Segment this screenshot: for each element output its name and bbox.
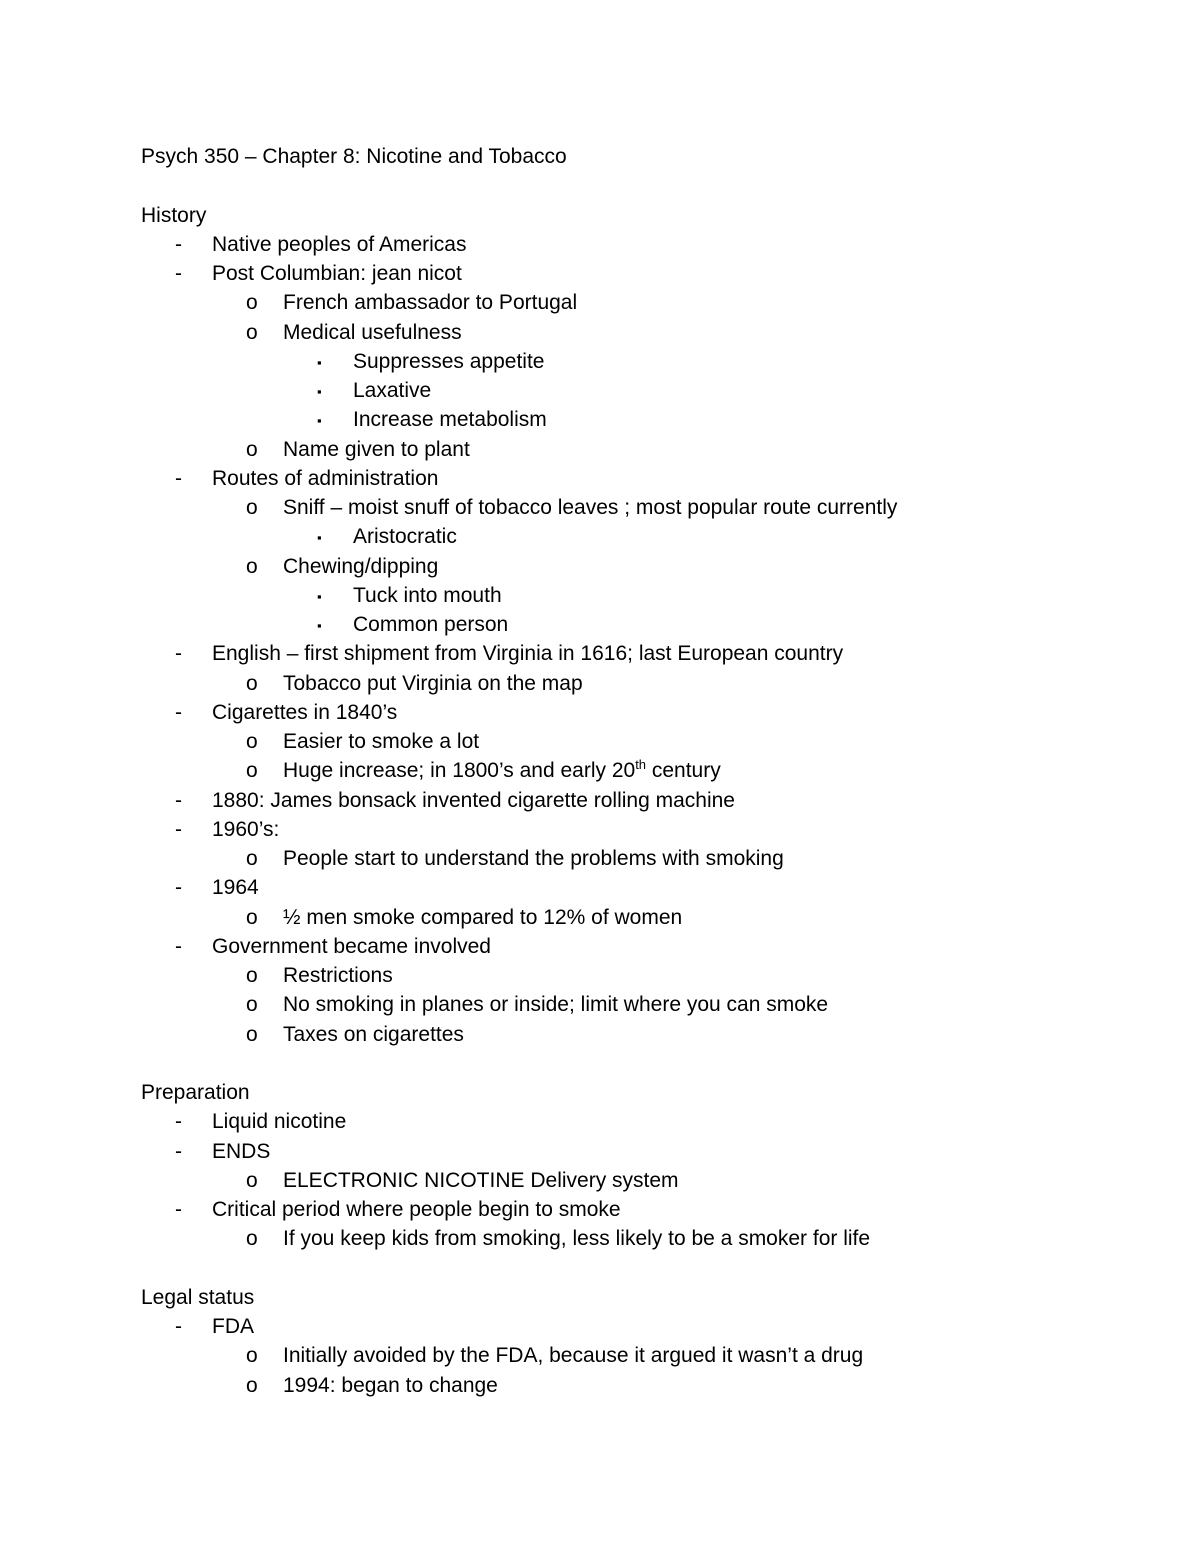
circle-bullet-icon: o bbox=[246, 496, 258, 519]
text-segment: Sniff – moist snuff of tobacco leaves ; most popular route currently bbox=[283, 496, 898, 519]
list-item-text bbox=[212, 464, 438, 493]
text-segment: Restrictions bbox=[283, 964, 393, 987]
list-item-text bbox=[212, 259, 462, 288]
circle-bullet-icon: o bbox=[246, 1227, 258, 1251]
list-item-text bbox=[212, 1195, 621, 1224]
square-bullet-icon: ▪ bbox=[317, 530, 322, 546]
text-segment: Chewing/dipping bbox=[283, 554, 439, 578]
circle-bullet-icon: o bbox=[246, 320, 258, 344]
list-item-text bbox=[353, 522, 457, 551]
text-segment: Preparation bbox=[141, 1081, 250, 1104]
text-segment: French ambassador to Portugal bbox=[283, 291, 578, 315]
list-item-text bbox=[283, 1371, 498, 1400]
list-item-text bbox=[283, 844, 784, 873]
list-item-text bbox=[283, 288, 577, 317]
list-item-text bbox=[212, 786, 735, 815]
circle-bullet-icon: o bbox=[246, 1373, 258, 1397]
text-segment: Medical usefulness bbox=[283, 320, 462, 344]
list-item-text bbox=[283, 1166, 679, 1195]
list-item-text bbox=[283, 903, 682, 932]
text-segment: Government became involved bbox=[212, 934, 491, 958]
text-segment: Psych 350 – Chapter 8: Nicotine and Tobacco bbox=[141, 145, 567, 168]
square-bullet-icon: ▪ bbox=[317, 384, 322, 399]
dash-bullet-icon: - bbox=[175, 262, 182, 285]
list-item-text bbox=[283, 727, 479, 756]
dash-bullet-icon: - bbox=[175, 1139, 182, 1163]
circle-bullet-icon: o bbox=[246, 847, 258, 870]
heading-text bbox=[141, 142, 567, 171]
heading-text bbox=[141, 1283, 254, 1312]
list-item-text bbox=[283, 961, 393, 990]
text-segment: Cigarettes in 1840’s bbox=[212, 700, 398, 724]
text-segment: FDA bbox=[212, 1315, 254, 1338]
circle-bullet-icon: o bbox=[246, 993, 258, 1017]
list-item-text bbox=[212, 815, 279, 844]
text-segment: Aristocratic bbox=[353, 525, 457, 549]
list-item-text bbox=[283, 318, 462, 347]
list-item-text bbox=[353, 405, 547, 434]
dash-bullet-icon: - bbox=[175, 934, 182, 958]
list-item-text bbox=[283, 435, 470, 464]
heading-text bbox=[141, 201, 206, 230]
text-segment: No smoking in planes or inside; limit where you can smoke bbox=[283, 993, 829, 1017]
text-segment: ½ men smoke compared to 12% of women bbox=[283, 905, 683, 929]
dash-bullet-icon: - bbox=[175, 788, 182, 812]
text-segment: ELECTRONIC NICOTINE Delivery system bbox=[283, 1168, 679, 1192]
dash-bullet-icon: - bbox=[175, 700, 182, 724]
text-segment: Laxative bbox=[353, 379, 432, 402]
square-bullet-icon: ▪ bbox=[317, 354, 322, 370]
text-segment: Huge increase; in 1800’s and early 20 bbox=[283, 759, 636, 783]
circle-bullet-icon: o bbox=[246, 964, 258, 987]
circle-bullet-icon: o bbox=[246, 1168, 258, 1192]
list-item-text bbox=[283, 552, 438, 581]
text-segment: People start to understand the problems with smoking bbox=[283, 847, 784, 870]
text-segment: 1960’s: bbox=[212, 817, 280, 841]
text-segment: Common person bbox=[353, 613, 509, 636]
text-segment: Tobacco put Virginia on the map bbox=[283, 671, 583, 695]
dash-bullet-icon: - bbox=[175, 642, 182, 666]
dash-bullet-icon: - bbox=[175, 1315, 182, 1338]
list-item-text bbox=[283, 990, 828, 1019]
circle-bullet-icon: o bbox=[246, 1022, 258, 1046]
list-item-text bbox=[283, 1341, 863, 1370]
text-segment: Easier to smoke a lot bbox=[283, 730, 480, 753]
dash-bullet-icon: - bbox=[175, 817, 182, 841]
text-segment: If you keep kids from smoking, less likely to be a smoker for life bbox=[283, 1227, 871, 1251]
list-item-text bbox=[353, 376, 431, 405]
text-segment: 1994: began to change bbox=[283, 1373, 498, 1397]
square-bullet-icon: ▪ bbox=[317, 413, 322, 429]
list-item-text bbox=[353, 347, 544, 376]
text-segment: Native peoples of Americas bbox=[212, 232, 467, 256]
text-segment: History bbox=[141, 203, 207, 227]
circle-bullet-icon: o bbox=[246, 1344, 258, 1368]
text-segment: Post Columbian: jean nicot bbox=[212, 262, 462, 285]
list-item-text bbox=[353, 581, 502, 610]
circle-bullet-icon: o bbox=[246, 554, 258, 578]
text-segment: Taxes on cigarettes bbox=[283, 1022, 464, 1046]
circle-bullet-icon: o bbox=[246, 759, 258, 783]
text-segment: ENDS bbox=[212, 1139, 271, 1163]
list-item-text bbox=[283, 493, 897, 522]
dash-bullet-icon: - bbox=[175, 876, 182, 900]
text-segment: Tuck into mouth bbox=[353, 583, 502, 607]
text-segment: Legal status bbox=[141, 1285, 255, 1309]
dash-bullet-icon: - bbox=[175, 466, 182, 490]
text-segment: century bbox=[646, 759, 721, 783]
list-item-text bbox=[212, 873, 259, 902]
text-segment: Routes of administration bbox=[212, 466, 439, 490]
list-item-text bbox=[353, 610, 508, 639]
list-item-text bbox=[212, 932, 491, 961]
superscript: th bbox=[635, 757, 647, 773]
list-item-text bbox=[283, 669, 583, 698]
heading-text bbox=[141, 1078, 250, 1107]
list-item-text bbox=[212, 1107, 346, 1136]
list-item-text bbox=[212, 230, 466, 259]
circle-bullet-icon: o bbox=[246, 291, 258, 315]
text-segment: Name given to plant bbox=[283, 437, 470, 461]
dash-bullet-icon: - bbox=[175, 232, 182, 256]
list-item-text bbox=[283, 1224, 870, 1253]
circle-bullet-icon: o bbox=[246, 671, 258, 695]
text-segment: Increase metabolism bbox=[353, 408, 547, 432]
text-segment: Critical period where people begin to smoke bbox=[212, 1198, 621, 1221]
square-bullet-icon: ▪ bbox=[317, 588, 322, 604]
text-segment: English – first shipment from Virginia in 1616; last European country bbox=[212, 642, 844, 666]
dash-bullet-icon: - bbox=[175, 1110, 182, 1134]
dash-bullet-icon: - bbox=[175, 1198, 182, 1221]
list-item-text bbox=[212, 1312, 254, 1341]
list-item-text bbox=[212, 698, 397, 727]
square-bullet-icon: ▪ bbox=[317, 618, 322, 633]
text-segment: Suppresses appetite bbox=[353, 349, 545, 373]
circle-bullet-icon: o bbox=[246, 730, 258, 753]
list-item-text bbox=[283, 1020, 464, 1049]
text-segment: Liquid nicotine bbox=[212, 1110, 347, 1134]
circle-bullet-icon: o bbox=[246, 905, 258, 929]
list-item-text bbox=[283, 756, 721, 785]
text-segment: 1964 bbox=[212, 876, 259, 900]
text-segment: 1880: James bonsack invented cigarette rolling machine bbox=[212, 788, 735, 812]
circle-bullet-icon: o bbox=[246, 437, 258, 461]
list-item-text bbox=[212, 639, 843, 668]
list-item-text bbox=[212, 1137, 270, 1166]
text-segment: Initially avoided by the FDA, because it argued it wasn’t a drug bbox=[283, 1344, 864, 1368]
